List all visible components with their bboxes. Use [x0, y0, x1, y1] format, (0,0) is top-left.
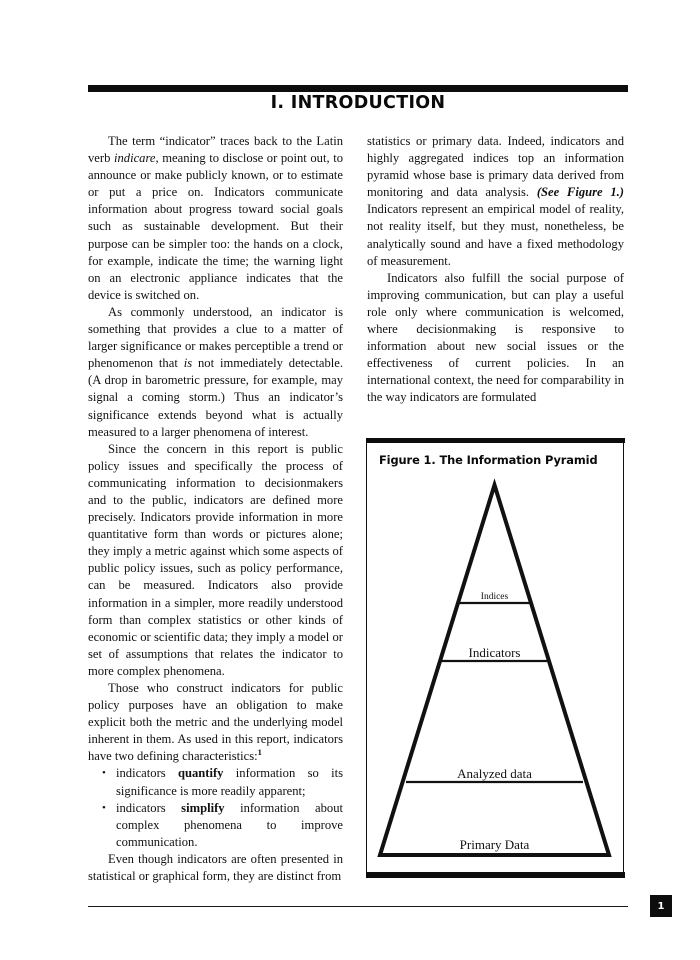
page-number-badge: 1 — [650, 895, 672, 917]
pyramid-label-primary-data: Primary Data — [459, 837, 530, 852]
bullet-icon: • — [102, 767, 106, 780]
right-text-column — [367, 133, 624, 407]
bullet-icon: • — [102, 801, 106, 814]
page-title: I. INTRODUCTION — [270, 93, 446, 113]
pyramid-label-indicators: Indicators — [468, 645, 521, 660]
pyramid-label-analyzed-data: Analyzed data — [457, 766, 532, 781]
list-item-text: indicators simplify information about complex phenomena to improve communication. — [116, 800, 344, 849]
pyramid-label-indices: Indices — [480, 592, 509, 602]
header-rule — [88, 85, 628, 92]
footer-rule — [88, 906, 628, 907]
paragraph-6: statistics or primary data. Indeed, indicators and highly aggregated indices top an information pyramid whose base is primary data derived from monitoring and data analysis. (See Figure 1.) Indicators represent an empirical model of reality, not reality itself, but they must, nonetheless, be analytically sound and have a fixed methodology of measurement. — [367, 134, 624, 268]
paragraph-1: The term “indicator” traces back to the Latin verb indicare, meaning to disclose or point out, to announce or make publicly known, or to estimate or put a price on. Indicators communicate information about progress toward social goals such as sustainable development. But their purpose can be simpler too: the hands on a clock, for example, indicate the time; the warning light on an electronic appliance indicates that the device is switched on. — [88, 134, 343, 302]
figure-box — [366, 443, 624, 872]
list-item — [88, 800, 343, 851]
defining-characteristics-list — [88, 765, 343, 850]
figure-caption: Figure 1. The Information Pyramid — [379, 453, 598, 467]
paragraph-2: As commonly understood, an indicator is something that provides a clue to a matter of larger significance or makes perceptible a trend or phenomenon that is not immediately detectable. (A drop in barometric pressure, for example, may signal a coming storm.) Thus an indicator’s significance extends beyond what is actually measured to a larger phenomena of interest. — [88, 304, 343, 439]
paragraph-7: Indicators also fulfill the social purpose of improving communication, but can play a useful role only where communication is welcomed, where decisionmaking is responsive to information about new social issues or the effectiveness of current policies. In an international context, the need for comparability in the way indicators are formulated — [367, 270, 624, 405]
paragraph-5: Even though indicators are often presented in statistical or graphical form, they are distinct from — [88, 851, 343, 884]
paragraph-4: Those who construct indicators for public policy purposes have an obligation to make explicit both the metric and the underlying model inherent in them. As used in this report, indicators have two defining characteristics:$^1$ — [88, 681, 343, 764]
list-item-text: indicators quantify information so its significance is more readily apparent; — [116, 766, 343, 798]
paragraph-3: Since the concern in this report is public policy issues and specifically the process of communicating information to decisionmakers and to the public, indicators are defined more precisely. Indicators provide information in more quantitative form than words or pictures alone; they imply a metric against which some aspects of public policy issues, such as policy performance, can be measured. Indicators also provide information in a simpler, more readily understood form than complex statistics or other kinds of economic or scientific data; they imply a model or set of assumptions that relates the indicator to more complex phenomena. — [88, 441, 343, 678]
left-text-column — [88, 133, 343, 885]
list-item — [88, 765, 343, 799]
information-pyramid-diagram — [367, 475, 622, 867]
pyramid-outline — [380, 485, 609, 855]
